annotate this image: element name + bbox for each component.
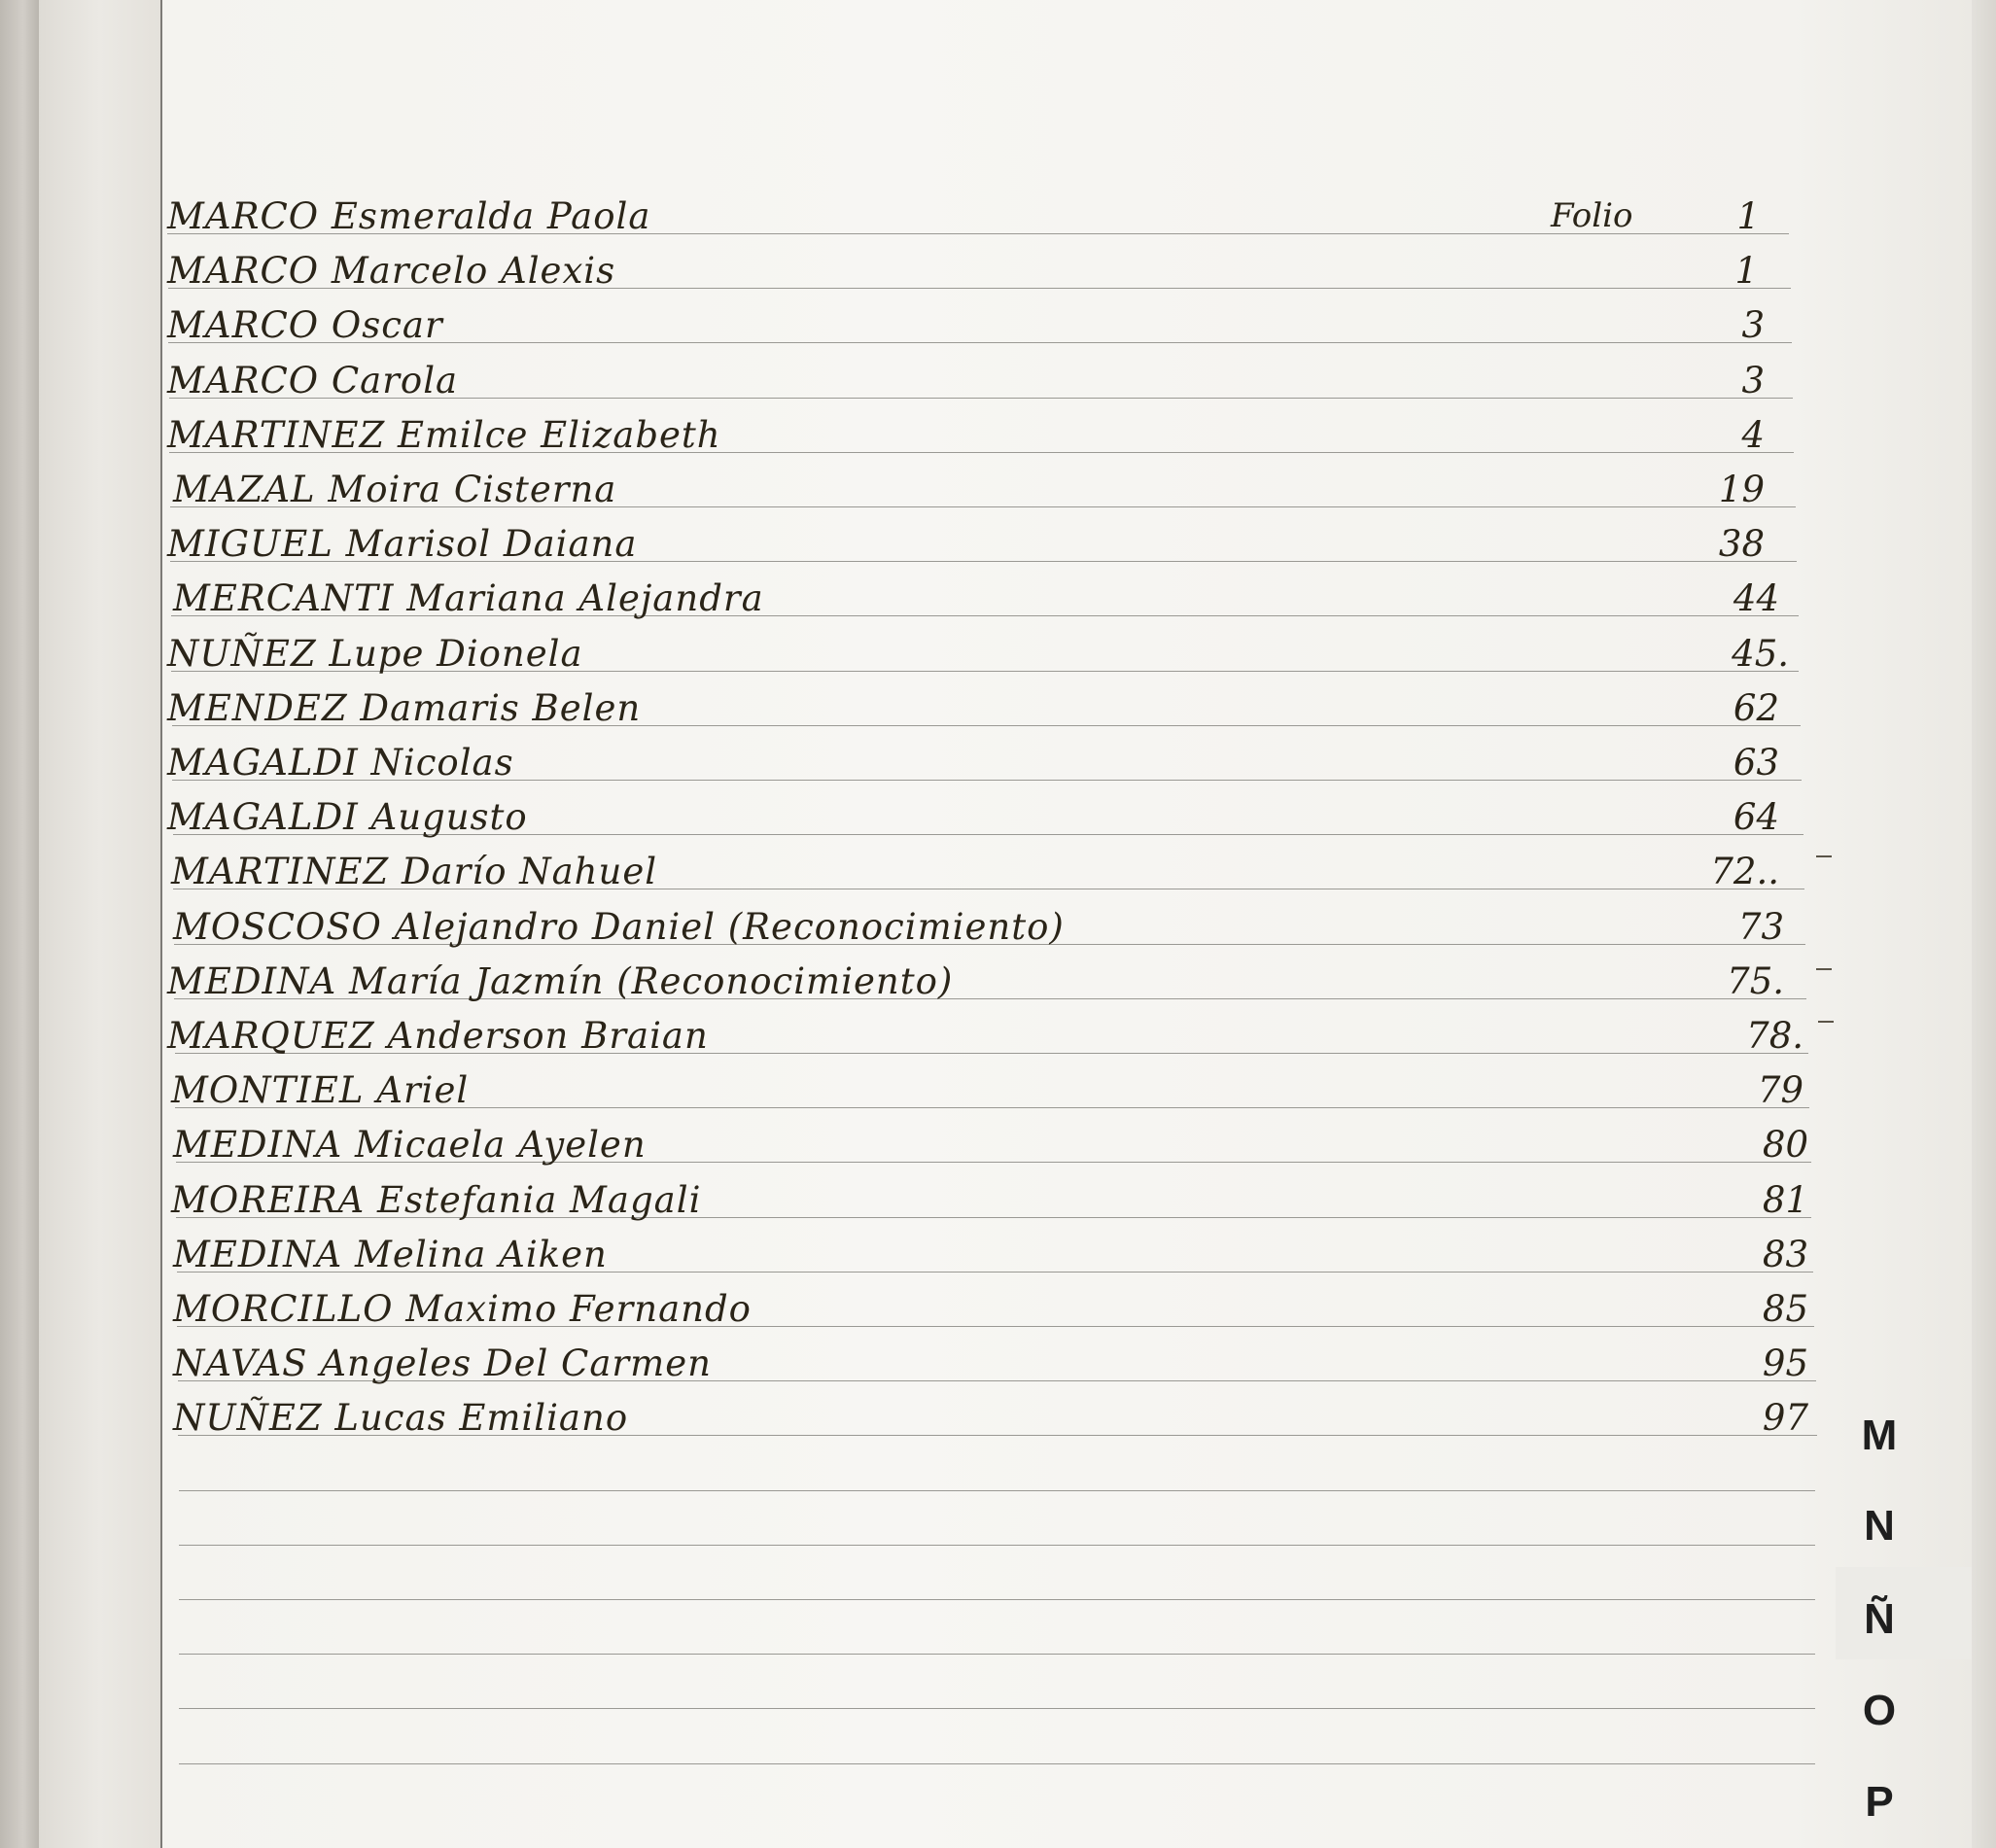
entry-folio: 72.. [1710, 851, 1779, 892]
entry-folio: 85 [1762, 1288, 1808, 1330]
entry-folio: 78. [1746, 1015, 1803, 1057]
entry-name: MERCANTI Mariana Alejandra [173, 577, 764, 619]
entry-name: MENDEZ Damaris Belen [167, 687, 642, 729]
entry-folio: 80 [1762, 1124, 1808, 1166]
binding-gutter [39, 0, 160, 1848]
entry-folio: 44 [1733, 577, 1779, 619]
entry-name: MONTIEL Ariel [171, 1069, 470, 1111]
margin-tick [1816, 855, 1832, 857]
entry-folio: 62 [1733, 687, 1779, 729]
entry-folio: 1 [1734, 250, 1758, 292]
ruled-line [179, 1545, 1815, 1546]
entry-folio: 79 [1757, 1069, 1803, 1111]
entry-name: MARCO Esmeralda Paola [167, 195, 651, 237]
index-tab-0[interactable]: M [1861, 1412, 1898, 1459]
entry-folio: 63 [1733, 742, 1779, 784]
entry-folio: 3 [1741, 360, 1765, 401]
entry-name: MAGALDI Augusto [167, 796, 528, 838]
entry-name: MORCILLO Maximo Fernando [173, 1288, 752, 1330]
entry-name: MOSCOSO Alejandro Daniel (Reconocimiento) [173, 906, 1065, 948]
entry-folio: 1 [1736, 195, 1760, 237]
entry-name: MOREIRA Estefania Magali [171, 1179, 702, 1221]
ruled-line [179, 1599, 1815, 1600]
entry-name: MARTINEZ Emilce Elizabeth [167, 414, 721, 456]
entry-name: MEDINA María Jazmín (Reconocimiento) [167, 960, 954, 1002]
entry-name: NUÑEZ Lucas Emiliano [173, 1397, 629, 1439]
ruled-line [179, 1490, 1815, 1491]
margin-tick [1816, 968, 1832, 970]
margin-tick [1818, 1021, 1834, 1023]
entry-folio: 19 [1718, 469, 1765, 510]
ruled-line [179, 1654, 1815, 1655]
index-tab-4[interactable]: P [1865, 1778, 1894, 1826]
index-tab-3[interactable]: O [1862, 1687, 1897, 1734]
entry-name: MARCO Carola [167, 360, 459, 401]
entry-folio: 81 [1762, 1179, 1808, 1221]
entry-folio: 3 [1741, 304, 1765, 346]
entry-folio: 73 [1737, 906, 1784, 948]
entry-name: MAZAL Moira Cisterna [173, 469, 617, 510]
entry-name: NUÑEZ Lupe Dionela [167, 633, 583, 675]
entry-name: MARTINEZ Darío Nahuel [171, 851, 658, 892]
entry-name: NAVAS Angeles Del Carmen [173, 1342, 712, 1384]
index-tab-1[interactable]: N [1864, 1502, 1895, 1550]
entry-name: MIGUEL Marisol Daiana [167, 523, 638, 565]
ruled-line [179, 1708, 1815, 1709]
ruled-line [179, 1763, 1815, 1764]
entry-name: MARCO Oscar [167, 304, 443, 346]
page-right-edge [1972, 0, 1996, 1848]
entry-folio: 97 [1762, 1397, 1808, 1439]
entry-folio: 4 [1741, 414, 1765, 456]
entry-folio: 83 [1762, 1234, 1808, 1275]
entry-name: MAGALDI Nicolas [167, 742, 514, 784]
entry-folio: 75. [1727, 960, 1784, 1002]
entry-folio: 45. [1732, 633, 1789, 675]
entry-name: MEDINA Melina Aiken [173, 1234, 608, 1275]
folio-header: Folio [1551, 196, 1633, 235]
left-page-edge [0, 0, 41, 1848]
entry-folio: 95 [1762, 1342, 1808, 1384]
entry-name: MARCO Marcelo Alexis [167, 250, 616, 292]
index-tab-2[interactable]: Ñ [1864, 1595, 1895, 1643]
entry-name: MARQUEZ Anderson Braian [167, 1015, 709, 1057]
entry-name: MEDINA Micaela Ayelen [173, 1124, 647, 1166]
entry-folio: 38 [1718, 523, 1765, 565]
entry-folio: 64 [1733, 796, 1779, 838]
